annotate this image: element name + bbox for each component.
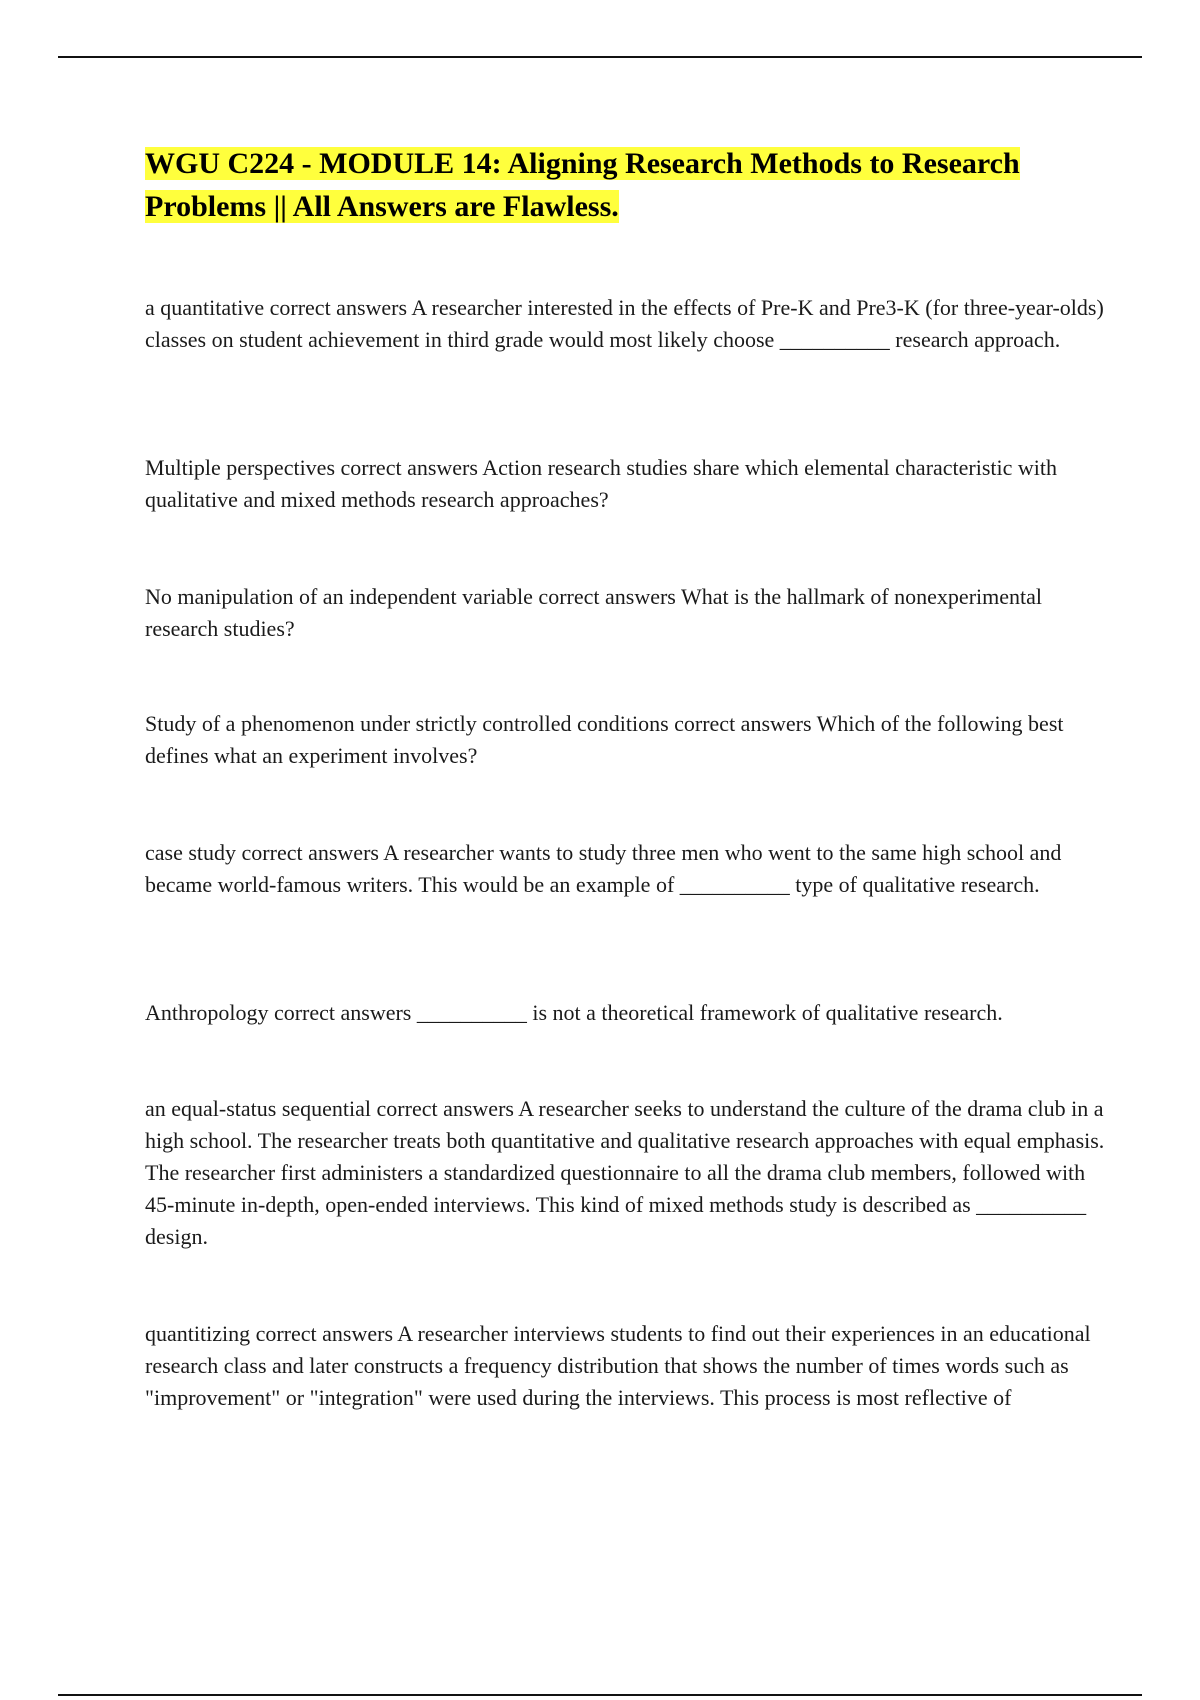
- qa-item-5: case study correct answers A researcher wants to study three men who went to the same high school and became world-famous writers. This would be an example of __________ type of qualitative research.: [145, 840, 1062, 897]
- qa-item-3: No manipulation of an independent variable correct answers What is the hallmark of nonexperimental research studies?: [145, 584, 1043, 641]
- bottom-rule: [58, 1694, 1142, 1696]
- qa-item-1: a quantitative correct answers A researcher interested in the effects of Pre-K and Pre3-K (for three-year-olds) classes on student achievement in third grade would most likely choose __________ research approach.: [145, 295, 1104, 352]
- top-rule: [58, 56, 1142, 58]
- qa-item-7: an equal-status sequential correct answers A researcher seeks to understand the culture of the drama club in a high school. The researcher treats both quantitative and qualitative research approaches with equal emphasis. The researcher first administers a standardized questionnaire to all the drama club members, followed with 45-minute in-depth, open-ended interviews. This kind of mixed methods study is described as __________ design.: [145, 1096, 1105, 1249]
- qa-item-4: Study of a phenomenon under strictly controlled conditions correct answers Which of the following best defines what an experiment involves?: [145, 711, 1064, 768]
- qa-item-2: Multiple perspectives correct answers Action research studies share which elemental characteristic with qualitative and mixed methods research approaches?: [145, 455, 1058, 512]
- qa-item-6: Anthropology correct answers __________ is not a theoretical framework of qualitative research.: [145, 1000, 1003, 1025]
- qa-item-8: quantitizing correct answers A researcher interviews students to find out their experiences in an educational research class and later constructs a frequency distribution that shows the number of times words such as "improvement" or "integration" were used during the interviews. This process is most reflective of: [145, 1321, 1091, 1410]
- title-highlight: WGU C224 - MODULE 14: Aligning Research Methods to Research Problems || All Answers are Flawless.: [145, 147, 1020, 223]
- document-title: [145, 142, 1105, 228]
